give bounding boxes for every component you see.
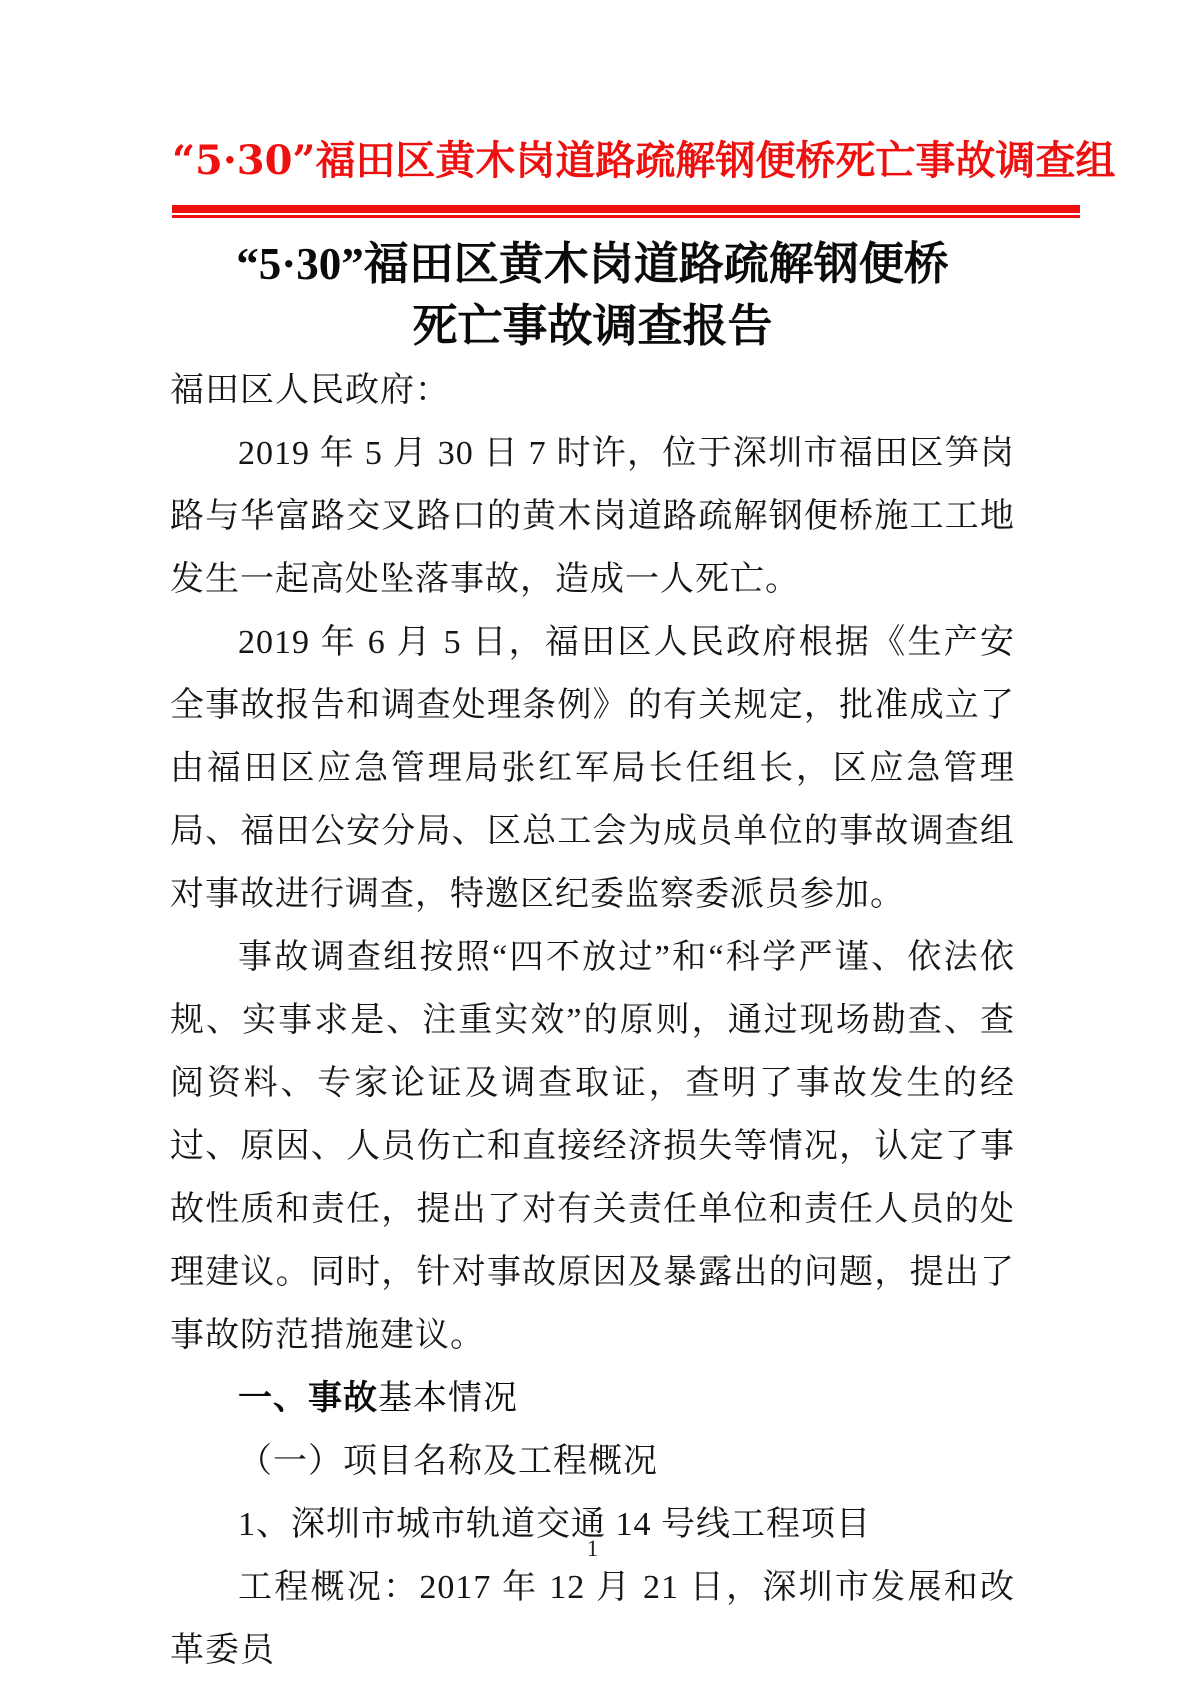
paragraph-project-overview: 工程概况：2017 年 12 月 21 日，深圳市发展和改革委员 [170, 1569, 1015, 1669]
paragraph-accident-summary: 2019 年 5 月 30 日 7 时许，位于深圳市福田区笋岗路与华富路交叉路口的黄木岗道路疏解钢便桥施工工地发生一起高处坠落事故，造成一人死亡。 [170, 435, 1015, 598]
paragraph-investigation-method: 事故调查组按照“四不放过”和“科学严谨、依法依规、实事求是、注重实效”的原则，通过现场勘查、查阅资料、专家论证及调查取证，查明了事故发生的经过、原因、人员伤亡和直接经济损失等情况，认定了事故性质和责任，提出了对有关责任单位和责任人员的处理建议。同时，针对事故原因及暴露出的问题，提出了事故防范措施建议。 [170, 939, 1015, 1354]
document-title-line1: “5·30”福田区黄木岗道路疏解钢便桥 [236, 239, 949, 289]
section-heading-rest: 基本情况 [378, 1379, 518, 1417]
letterhead-rule-thick-line [172, 205, 1080, 213]
document-title-line2: 死亡事故调查报告 [412, 301, 773, 351]
page-number: 1 [586, 1536, 599, 1561]
letterhead [172, 122, 1116, 218]
letterhead-rule-thin-line [172, 215, 1080, 218]
document-body [170, 233, 1015, 1682]
item-metro-line14-project: 1、深圳市城市轨道交通 14 号线工程项目 [238, 1506, 871, 1543]
page-footer [170, 1534, 1015, 1564]
subsection-heading-project-name: （一）项目名称及工程概况 [238, 1443, 658, 1480]
document-title [170, 233, 1015, 357]
paragraph-investigation-team-setup: 2019 年 6 月 5 日，福田区人民政府根据《生产安全事故报告和调查处理条例》的有关规定，批准成立了由福田区应急管理局张红军局长任组长，区应急管理局、福田公安分局、区总工会为成员单位的事故调查组对事故进行调查，特邀区纪委监察委派员参加。 [170, 624, 1015, 913]
letterhead-rule [172, 205, 1080, 218]
section-heading-number: 一、事故 [238, 1379, 378, 1417]
salutation-line: 福田区人民政府： [170, 372, 450, 409]
letterhead-title: “5·30”福田区黄木岗道路疏解钢便桥死亡事故调查组 [172, 137, 1116, 184]
section-heading-basic-info [170, 1367, 1015, 1430]
